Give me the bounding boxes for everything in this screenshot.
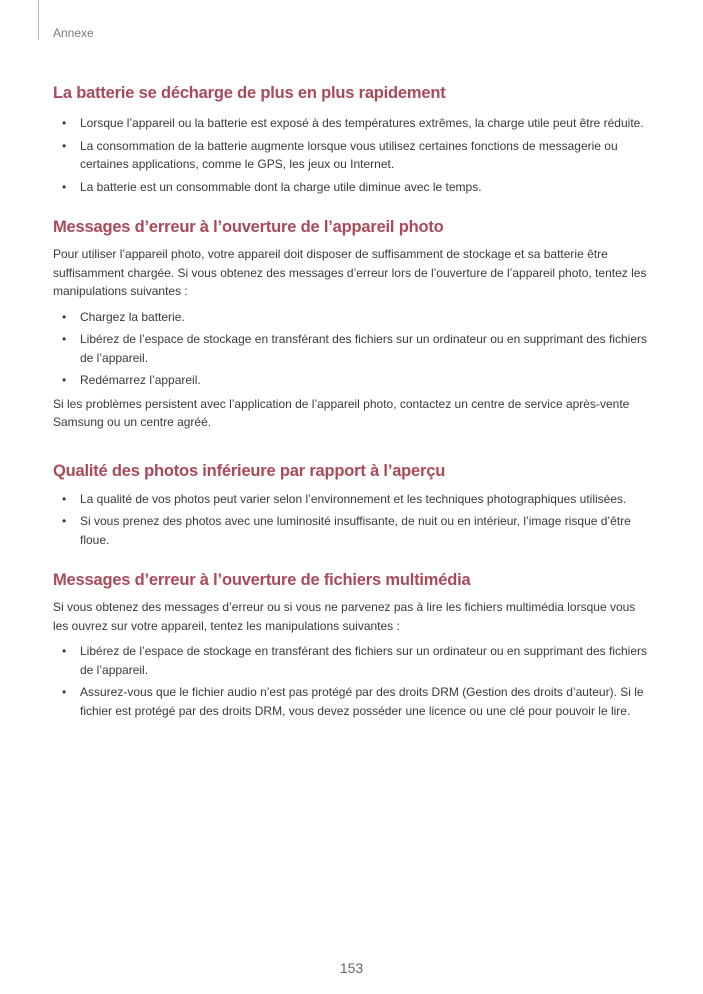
list-item: • Libérez de l’espace de stockage en transférant des fichiers sur un ordinateur ou en supprimant des fichiers de l’appareil. [53,330,653,367]
margin-rule [38,0,39,40]
list-item: • La batterie est un consommable dont la charge utile diminue avec le temps. [53,178,653,197]
section-title: Messages d’erreur à l’ouverture de fichiers multimédia [53,571,471,589]
section-intro: Si vous obtenez des messages d’erreur ou si vous ne parvenez pas à lire les fichiers multimédia lorsque vous les ouvrez sur votre appareil, tentez les manipulations suivantes : [53,600,636,633]
bullet-list [53,490,653,550]
bullet-list [53,114,653,196]
running-head: Annexe [53,26,94,40]
bullet-list [53,308,653,390]
page-content [53,82,653,724]
list-item: • Si vous prenez des photos avec une luminosité insuffisante, de nuit ou en intérieur, l’image risque d’être floue. [53,512,653,549]
section-media-errors [53,569,653,720]
list-item: • La qualité de vos photos peut varier selon l’environnement et les techniques photographiques utilisées. [53,490,653,509]
page-number: 153 [339,960,364,976]
list-item: • La consommation de la batterie augmente lorsque vous utilisez certaines fonctions de messagerie ou certaines applications, comme le GPS, les jeux ou Internet. [53,137,653,174]
section-title: Qualité des photos inférieure par rapport à l’aperçu [53,461,446,480]
section-title: La batterie se décharge de plus en plus rapidement [53,84,446,102]
section-outro: Si les problèmes persistent avec l’application de l’appareil photo, contactez un centre de service après-vente Samsung ou un centre agréé. [53,396,630,429]
bullet-list [53,642,653,720]
section-camera-errors [53,216,653,432]
list-item: • Libérez de l’espace de stockage en transférant des fichiers sur un ordinateur ou en supprimant des fichiers de l’appareil. [53,642,653,679]
list-item: • Lorsque l’appareil ou la batterie est exposé à des températures extrêmes, la charge utile peut être réduite. [53,114,653,133]
section-intro: Pour utiliser l’appareil photo, votre appareil doit disposer de suffisamment de stockage et sa batterie être suffisamment chargée. Si vous obtenez des messages d’erreur lors de l’ouverture de l’appareil photo, tentez les manipulations suivantes : [53,247,647,298]
section-battery-drain [53,82,653,196]
list-item: • Redémarrez l’appareil. [53,371,653,390]
section-photo-quality [53,460,653,550]
section-title: Messages d’erreur à l’ouverture de l’appareil photo [53,218,444,236]
list-item: • Assurez-vous que le fichier audio n’est pas protégé par des droits DRM (Gestion des droits d’auteur). Si le fichier est protégé par des droits DRM, vous devez posséder une licence ou une clé pour pouvoir le lire. [53,683,653,720]
list-item: • Chargez la batterie. [53,308,653,327]
